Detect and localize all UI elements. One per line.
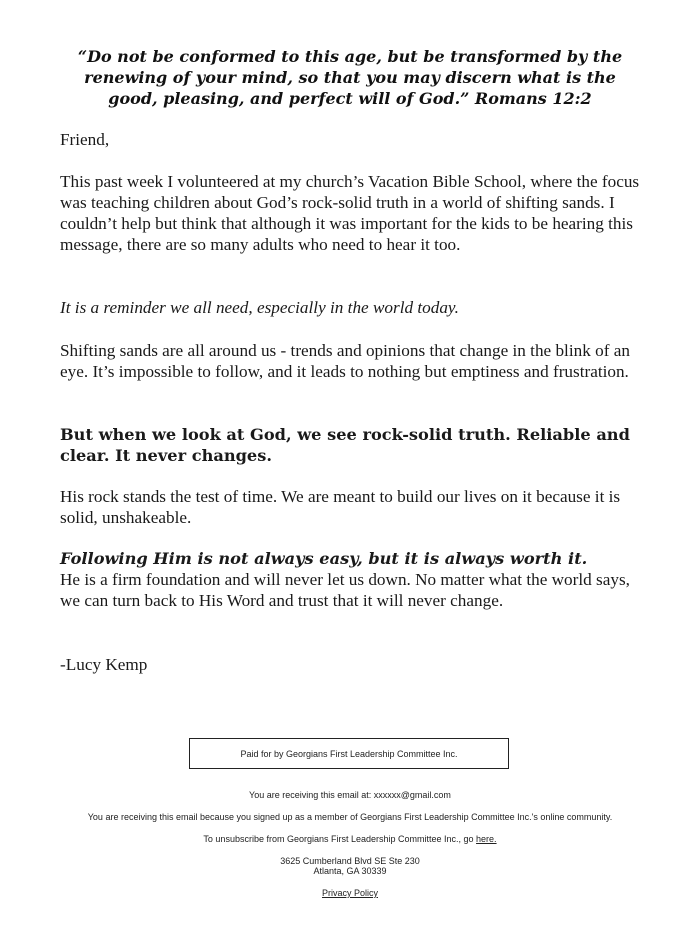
paragraph-1-text: This past week I volunteered at my church’s Vacation Bible School, where the focus was teaching children about God’s rock-solid truth in a world of shifting sands. I couldn’t help but think that although it was important for the kids to be hearing this message, there are so many adults who need to hear it too.: [60, 172, 640, 254]
privacy-policy-line: [0, 888, 700, 899]
paragraph-6-text: [60, 548, 650, 611]
paragraph-6: [60, 548, 650, 611]
salutation: [60, 129, 650, 150]
salutation-text: Friend,: [60, 130, 110, 149]
unsubscribe-link[interactable]: here.: [476, 834, 497, 844]
privacy-policy-link[interactable]: Privacy Policy: [321, 888, 378, 898]
paragraph-6-rest: He is a firm foundation and will never let us down. No matter what the world says, we can turn back to His Word and trust that it will never change.: [60, 570, 630, 610]
unsubscribe-prefix: To unsubscribe from Georgians First Leadership Committee Inc., go: [203, 834, 477, 844]
email-notice: You are receiving this email at: xxxxxx@gmail.com: [249, 790, 451, 800]
paragraph-4-text: But when we look at God, we see rock-solid truth. Reliable and clear. It never changes.: [60, 425, 630, 465]
paragraph-3: [60, 340, 650, 382]
signature: [60, 654, 650, 675]
paragraph-5: [60, 486, 650, 528]
paragraph-4: [60, 424, 650, 466]
paragraph-6-emphasis: Following Him is not always easy, but it is always worth it.: [60, 549, 588, 568]
paragraph-3-text: Shifting sands are all around us - trends and opinions that change in the blink of an eye. It’s impossible to follow, and it leads to nothing but emptiness and frustration.: [60, 341, 630, 381]
paragraph-1: [60, 171, 650, 255]
signature-text: -Lucy Kemp: [60, 655, 148, 674]
paragraph-2: [60, 297, 650, 318]
paid-for-disclaimer-box: [189, 738, 509, 769]
paragraph-5-text: His rock stands the test of time. We are meant to build our lives on it because it is solid, unshakeable.: [60, 487, 621, 527]
unsubscribe-line: [0, 834, 700, 845]
member-notice: You are receiving this email because you signed up as a member of Georgians First Leadership Committee Inc.'s online community.: [87, 812, 613, 822]
paragraph-2-text: It is a reminder we all need, especially in the world today.: [60, 298, 459, 317]
address-line-1: 3625 Cumberland Blvd SE Ste 230: [280, 856, 420, 866]
scripture-quote: “Do not be conformed to this age, but be transformed by the renewing of your mind, so that you may discern what is the good, pleasing, and perfect will of God.” Romans 12:2: [77, 47, 623, 108]
address-line-2: Atlanta, GA 30339: [313, 866, 387, 876]
paid-for-text: Paid for by Georgians First Leadership Committee Inc.: [240, 748, 458, 759]
